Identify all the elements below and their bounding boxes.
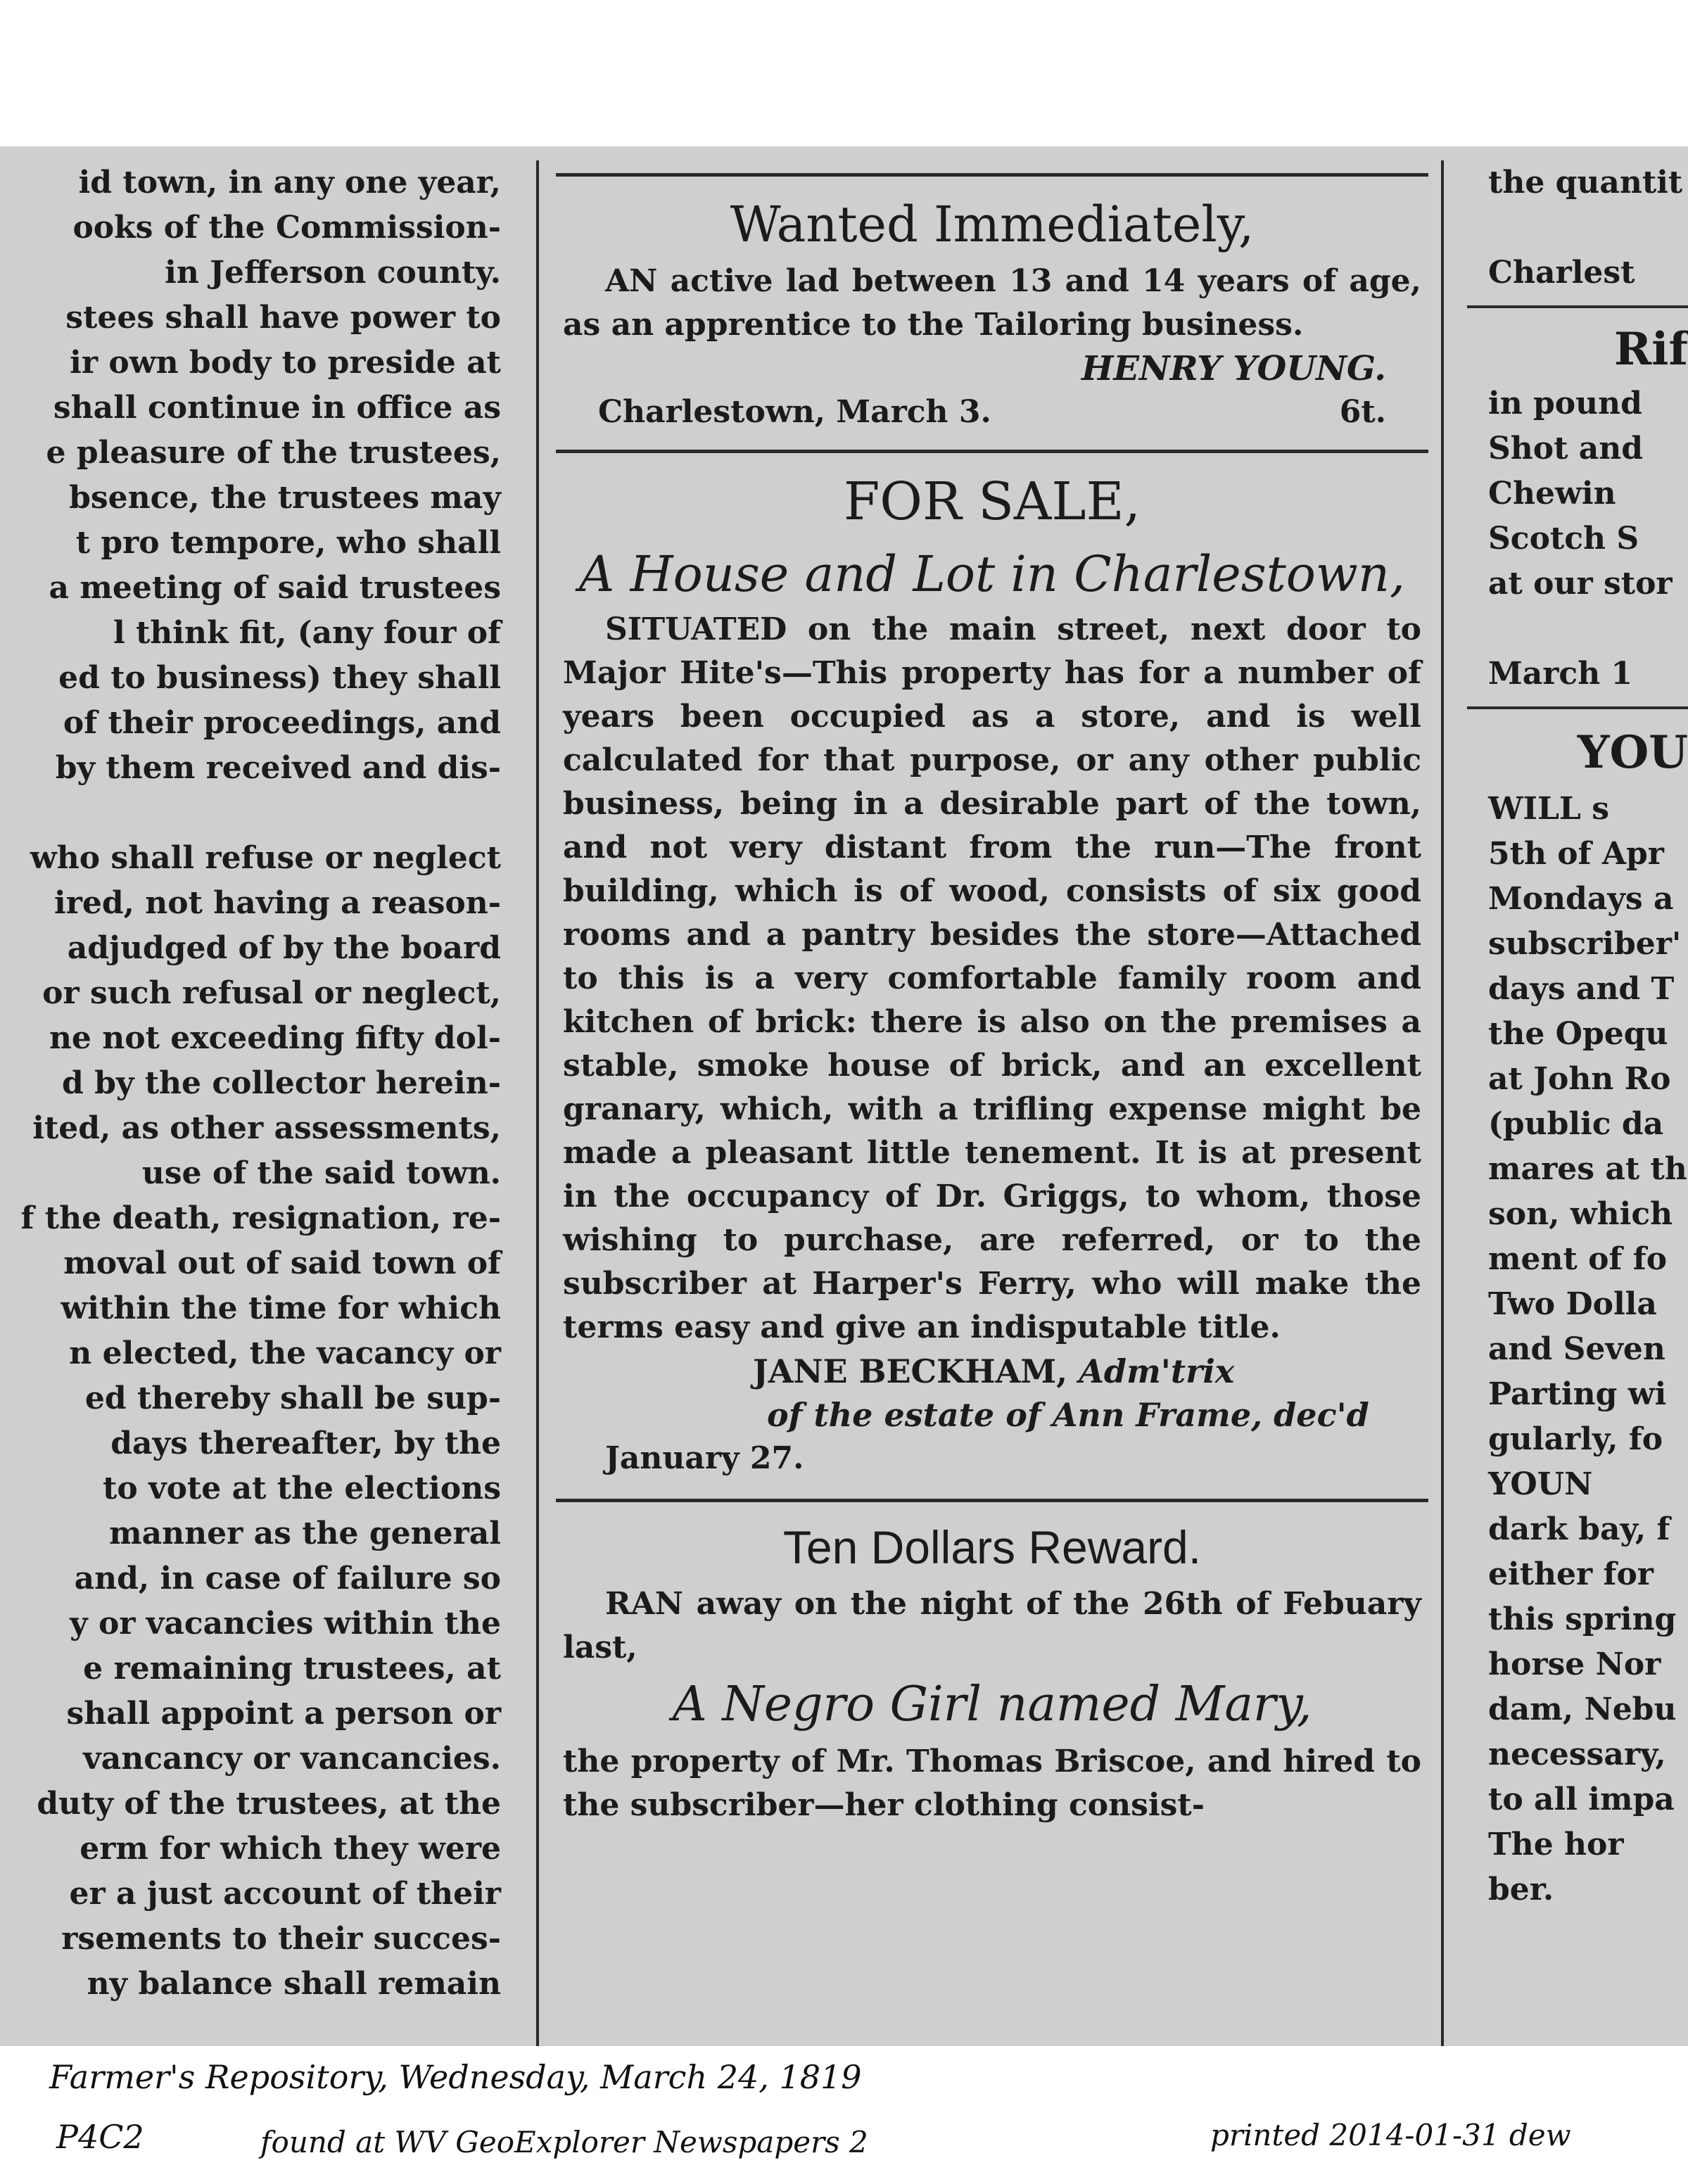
column-line [1467,607,1688,652]
column-line: and Seven [1488,1331,1665,1367]
column-line: within the time for which [61,1290,501,1326]
right-rule-1 [1467,305,1688,308]
column-line: vancancy or vancancies. [83,1741,501,1777]
column-line: the quantit [1488,165,1683,201]
column-line: (public da [1488,1106,1664,1142]
column-line: ed thereby shall be sup- [84,1380,501,1416]
wanted-signature: HENRY YOUNG. [1081,349,1386,388]
sale-body: SITUATED on the main street, next door to Major Hite's—This property has for a number of years been occupied as a store, and is well calculated for that purpose, or any other public business, being in a desirable part of the town, and not very distant from the run—The front building, which is of wood, consists of six good rooms and a pantry besides the store—Attached to this is a very comfortable family room and kitchen of brick: there is also on the premises a stable, smoke house of brick, and an excellent granary, which, with a trifling expense might be made a pleasant little tenement. It is at present in the occupancy of Dr. Griggs, to whom, those wishing to purchase, are referred, or to the subscriber at Harper's Ferry, who will make the terms easy and give an indisputable title. [563,611,1421,1345]
column-line: manner as the general [109,1516,501,1551]
reward-subtitle: A Negro Girl named Mary, [672,1677,1312,1732]
paragraph-gap [0,791,507,836]
column-line: YOUN [1488,1466,1593,1502]
handwritten-found-at: found at WV GeoExplorer Newspapers 2 [260,2125,868,2159]
column-line: l think fit, (any four of [113,615,501,651]
column-line: ired, not having a reason- [53,885,501,921]
column-line: gularly, fo [1488,1421,1663,1457]
right-block-c [1467,787,1688,1912]
column-line: a meeting of said trustees [49,570,501,606]
reward-body: RAN away on the night of the 26th of Febuary last, [563,1586,1421,1665]
wanted-body: AN active lad between 13 and 14 years of age, as an apprentice to the Tailoring business. [563,263,1421,343]
column-line: necessary, [1488,1737,1666,1772]
column-line: ne not exceeding fifty dol- [49,1020,501,1056]
column-line: mares at th [1488,1151,1687,1187]
column-line: id town, in any one year, [78,165,501,201]
sale-signer: JANE BECKHAM, [753,1352,1068,1390]
column-line: use of the said town. [141,1155,501,1191]
column-line [1467,205,1688,250]
column-line: subscriber' [1488,926,1682,962]
column-line: this spring [1488,1601,1677,1637]
column-line: Parting wi [1488,1376,1667,1412]
wanted-title: Wanted Immediately, [730,196,1255,253]
right-block-a [1467,146,1688,296]
column-line: Charlest [1488,255,1635,291]
column-line: The hor [1488,1827,1624,1862]
column-line: t pro tempore, who shall [75,525,501,561]
column-line: moval out of said town of [63,1245,501,1281]
right-column [1467,146,1688,2046]
column-line: ited, as other assessments, [32,1110,501,1146]
column-line: Shot and [1488,431,1644,466]
column-line: at John Ro [1488,1061,1671,1097]
newspaper-scan [0,146,1688,2046]
reward-title: Ten Dollars Reward. [782,1521,1202,1573]
column-line: adjudged of by the board [67,930,501,966]
column-rule-right [1441,160,1444,2046]
column-line: the Opequ [1488,1016,1668,1052]
sale-date: January 27. [605,1440,804,1476]
column-line: ir own body to preside at [70,345,501,381]
sale-estate: of the estate of Ann Frame, dec'd [767,1396,1369,1434]
column-line: stees shall have power to [65,300,501,336]
column-line: rsements to their succes- [61,1921,501,1957]
column-line: 5th of Apr [1488,836,1664,872]
rule-top [556,173,1428,177]
column-line: days thereafter, by the [110,1426,501,1461]
column-line: who shall refuse or neglect [30,840,501,876]
column-line: at our stor [1488,566,1673,602]
column-line: and, in case of failure so [74,1561,501,1596]
page-top-margin [0,0,1688,146]
column-line: e pleasure of the trustees, [46,435,501,471]
column-line: bsence, the trustees may [69,480,501,516]
wanted-place-date: Charlestown, March 3. [598,394,991,430]
sale-signer-line [556,1350,1428,1393]
column-line: ny balance shall remain [87,1966,501,2002]
handwritten-printed-date: printed 2014-01-31 dew [1210,2118,1571,2152]
column-line: son, which [1488,1196,1673,1232]
column-line: ooks of the Commission- [72,210,501,246]
wanted-dateline [556,391,1428,434]
left-column [0,146,507,2046]
right-heading-2: YOU [1577,726,1688,779]
sale-title: FOR SALE, [843,471,1141,532]
column-line: ber. [1488,1872,1554,1907]
column-rule-left [536,160,539,2046]
rule-reward [556,1499,1428,1502]
column-line: Scotch S [1488,521,1639,557]
column-line: shall appoint a person or [66,1696,501,1732]
column-line: Chewin [1488,476,1616,512]
column-line: dam, Nebu [1488,1691,1677,1727]
column-line: er a just account of their [69,1876,501,1912]
column-line: March 1 [1488,656,1633,692]
column-line: to vote at the elections [103,1471,501,1506]
column-line: in pound [1488,386,1642,421]
column-line: d by the collector herein- [61,1065,501,1101]
column-line: in Jefferson county. [165,255,501,291]
column-line: by them received and dis- [55,750,501,786]
column-line: y or vacancies within the [70,1606,501,1642]
column-line: horse Nor [1488,1646,1661,1682]
right-block-b [1467,381,1688,697]
column-line: e remaining trustees, at [83,1651,501,1687]
rule-sale [556,450,1428,453]
wanted-run: 6t. [1339,394,1386,430]
column-line: n elected, the vacancy or [69,1335,501,1371]
column-line: dark bay, f [1488,1511,1670,1547]
handwritten-source-note: Farmer's Repository, Wednesday, March 24, 1819 [49,2058,862,2096]
right-rule-2 [1467,706,1688,709]
right-heading: Rif [1613,323,1688,376]
middle-column [556,146,1428,2046]
column-line: f the death, resignation, re- [20,1200,501,1236]
column-line: duty of the trustees, at the [37,1786,501,1822]
column-line: of their proceedings, and [63,705,501,741]
column-line: Mondays a [1488,881,1674,917]
column-line: to all impa [1488,1782,1675,1817]
column-line: ment of fo [1488,1241,1668,1277]
column-line: ed to business) they shall [58,660,501,696]
sale-signer-role: Adm'trix [1079,1352,1235,1390]
reward-body-2: the property of Mr. Thomas Briscoe, and hired to the subscriber—her clothing consist- [563,1744,1421,1823]
column-line: or such refusal or neglect, [42,975,501,1011]
handwritten-page-column: P4C2 [56,2118,144,2156]
column-line: erm for which they were [80,1831,501,1867]
sale-subtitle: A House and Lot in Charlestown, [578,545,1406,603]
column-line: WILL s [1488,791,1609,827]
column-line: either for [1488,1556,1654,1592]
column-line: shall continue in office as [53,390,501,426]
column-line: Two Dolla [1488,1286,1657,1322]
column-line: days and T [1488,971,1675,1007]
